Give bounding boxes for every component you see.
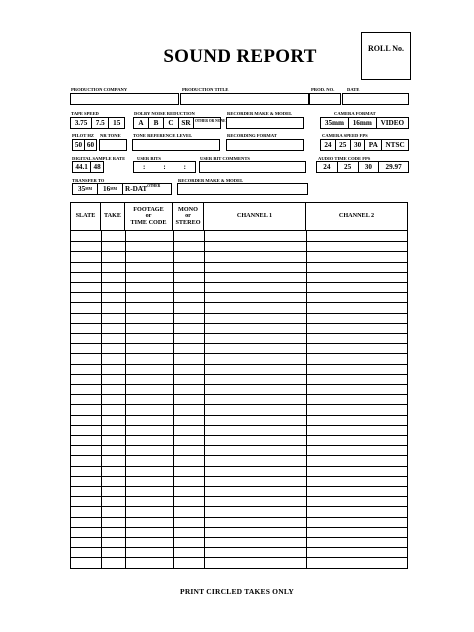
dolby-other-note: OTHER OR NONE xyxy=(195,119,226,123)
user-bit-comments-field[interactable] xyxy=(199,161,306,173)
table-row[interactable] xyxy=(71,435,407,436)
user-bit-comments-label: USER BIT COMMENTS xyxy=(200,156,250,161)
pilot-options xyxy=(72,139,97,151)
channel-1-header: CHANNEL 1 xyxy=(204,203,306,230)
tape-speed-option[interactable]: 3.75 xyxy=(71,118,92,128)
transfer-options xyxy=(72,183,172,195)
table-row[interactable] xyxy=(71,557,407,558)
roll-label: ROLL No. xyxy=(367,44,404,53)
roll-number-box[interactable] xyxy=(361,32,411,80)
user-bits-label: USER BITS xyxy=(137,156,161,161)
table-row[interactable] xyxy=(71,364,407,365)
production-company-label: PRODUCTION COMPANY xyxy=(71,87,128,92)
transfer-16-text: 16 xyxy=(103,185,111,193)
pilot-label: PILOT HZ xyxy=(72,133,94,138)
camera-speed-option[interactable]: 25 xyxy=(336,140,351,150)
table-row[interactable] xyxy=(71,466,407,467)
user-bits-field[interactable] xyxy=(133,161,196,173)
dolby-other-field[interactable] xyxy=(194,118,227,128)
camera-speed-options xyxy=(320,139,409,151)
table-row[interactable] xyxy=(71,333,407,334)
prod-no-label: PROD. NO. xyxy=(311,87,335,92)
nr-tone-field[interactable] xyxy=(99,139,127,151)
footer-note: PRINT CIRCLED TAKES ONLY xyxy=(180,587,294,596)
table-row[interactable] xyxy=(71,547,407,548)
production-title-field[interactable] xyxy=(180,93,309,105)
transfer-option-16[interactable] xyxy=(98,184,123,194)
table-row[interactable] xyxy=(71,394,407,395)
camera-format-label: CAMERA FORMAT xyxy=(334,111,376,116)
dolby-options xyxy=(133,117,226,129)
camera-speed-option[interactable]: 24 xyxy=(321,140,336,150)
table-row[interactable] xyxy=(71,323,407,324)
footage-header: FOOTAGE or TIME CODE xyxy=(125,203,173,230)
mono-stereo-header: MONO or STEREO xyxy=(173,203,204,230)
camera-format-option[interactable]: 35mm xyxy=(321,118,349,128)
prod-no-field[interactable] xyxy=(309,93,341,105)
tone-reference-field[interactable] xyxy=(132,139,220,151)
tape-speed-option[interactable]: 15 xyxy=(113,119,121,127)
tape-speed-options xyxy=(70,117,125,129)
sample-rate-option[interactable]: 48 xyxy=(93,163,101,171)
transfer-option-35[interactable] xyxy=(73,184,98,194)
tone-reference-label: TONE REFERENCE LEVEL xyxy=(133,133,193,138)
transfer-mm-note: MM xyxy=(110,187,117,191)
camera-speed-label: CAMERA SPEED FPS xyxy=(322,133,368,138)
table-row[interactable] xyxy=(71,455,407,456)
page-title: SOUND REPORT xyxy=(163,46,317,67)
table-header xyxy=(71,203,407,231)
transfer-rdat-text: R-DAT xyxy=(125,185,148,193)
takes-table xyxy=(70,202,408,569)
table-row[interactable] xyxy=(71,374,407,375)
transfer-label: TRANSFER TO xyxy=(72,178,105,183)
timecode-option[interactable]: 30 xyxy=(359,162,380,172)
date-field[interactable] xyxy=(342,93,409,105)
dolby-option[interactable]: A xyxy=(134,118,149,128)
table-row[interactable] xyxy=(71,282,407,283)
recorder-make-model-2-field[interactable] xyxy=(177,183,308,195)
table-row[interactable] xyxy=(71,313,407,314)
audio-timecode-options xyxy=(316,161,409,173)
timecode-option[interactable]: 25 xyxy=(338,162,359,172)
digital-sample-label: DIGITAL SAMPLE RATE xyxy=(72,156,126,161)
pilot-option[interactable]: 50 xyxy=(73,140,85,150)
table-row[interactable] xyxy=(71,425,407,426)
table-row[interactable] xyxy=(71,251,407,252)
table-row[interactable] xyxy=(71,302,407,303)
dolby-option[interactable]: SR xyxy=(179,118,194,128)
nr-tone-label: NR TONE xyxy=(100,133,121,138)
camera-speed-option[interactable]: 30 xyxy=(351,140,366,150)
camera-speed-option[interactable]: NTSC xyxy=(385,141,405,149)
user-bits-separator: : xyxy=(142,163,146,171)
channel-2-header: CHANNEL 2 xyxy=(338,212,375,220)
digital-sample-options xyxy=(72,161,104,173)
transfer-mm-note: MM xyxy=(85,187,92,191)
table-row[interactable] xyxy=(71,496,407,497)
recording-format-label: RECORDING FORMAT xyxy=(227,133,277,138)
dolby-option[interactable]: B xyxy=(149,118,164,128)
table-row[interactable] xyxy=(71,476,407,477)
audio-timecode-label: AUDIO TIME CODE FPS xyxy=(318,156,371,161)
table-row[interactable] xyxy=(71,486,407,487)
table-row[interactable] xyxy=(71,415,407,416)
recorder-make-model-label: RECORDER MAKE & MODEL xyxy=(227,111,293,116)
pilot-option[interactable]: 60 xyxy=(86,141,95,149)
table-row[interactable] xyxy=(71,527,407,528)
camera-format-option[interactable]: VIDEO xyxy=(380,119,405,127)
table-row[interactable] xyxy=(71,506,407,507)
tape-speed-option[interactable]: 7.5 xyxy=(92,118,109,128)
table-row[interactable] xyxy=(71,517,407,518)
user-bits-separator: : xyxy=(183,163,186,171)
transfer-other-note: OTHER xyxy=(147,184,161,188)
table-row[interactable] xyxy=(71,404,407,405)
timecode-option[interactable]: 29.97 xyxy=(385,163,402,171)
table-row[interactable] xyxy=(71,384,407,385)
take-header: TAKE xyxy=(101,203,125,230)
recorder-make-model-2-label: RECORDER MAKE & MODEL xyxy=(178,178,244,183)
production-title-label: PRODUCTION TITLE xyxy=(182,87,229,92)
camera-speed-option[interactable]: PA xyxy=(365,140,382,150)
transfer-option-rdat[interactable] xyxy=(123,184,171,194)
table-row[interactable] xyxy=(71,537,407,538)
camera-format-options xyxy=(320,117,409,129)
sample-rate-option[interactable]: 44.1 xyxy=(73,162,91,172)
table-row[interactable] xyxy=(71,343,407,344)
table-row[interactable] xyxy=(71,241,407,242)
timecode-option[interactable]: 24 xyxy=(317,162,338,172)
slate-header: SLATE xyxy=(71,203,101,230)
dolby-option[interactable]: C xyxy=(164,118,179,128)
user-bits-separator: : xyxy=(163,163,166,171)
recorder-make-model-field[interactable] xyxy=(226,117,304,129)
table-row[interactable] xyxy=(71,445,407,446)
table-row[interactable] xyxy=(71,353,407,354)
camera-format-option[interactable]: 16mm xyxy=(349,118,377,128)
production-company-field[interactable] xyxy=(70,93,179,105)
date-label: DATE xyxy=(347,87,360,92)
transfer-35-text: 35 xyxy=(78,185,86,193)
recording-format-field[interactable] xyxy=(226,139,304,151)
table-row[interactable] xyxy=(71,272,407,273)
table-row[interactable] xyxy=(71,262,407,263)
table-row[interactable] xyxy=(71,292,407,293)
tape-speed-label: TAPE SPEED xyxy=(71,111,99,116)
dolby-label: DOLBY NOISE REDUCTION xyxy=(134,111,195,116)
